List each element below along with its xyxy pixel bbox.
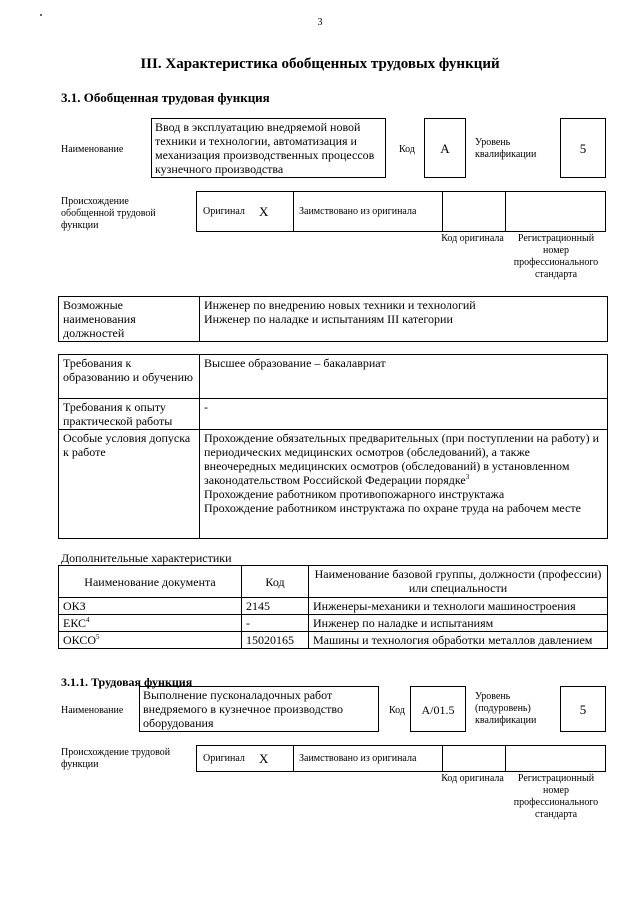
conditions-cell: [200, 430, 608, 539]
gtf-level-value: 5: [579, 141, 587, 156]
row-code: 2145: [242, 598, 309, 615]
row-name: Инженеры-механики и технологи машиностроения: [309, 598, 608, 615]
conditions-value-2: Прохождение работником противопожарного инструктажа: [204, 487, 505, 501]
tf-name-box: [139, 686, 379, 732]
gtf-level-label: Уровень квалификации: [475, 137, 537, 160]
tf-title: 3.1.1. Трудовая функция: [61, 675, 193, 689]
gtf-level-box: [560, 118, 606, 178]
conditions-value-3: Прохождение работником инструктажа по охране труда на рабочем месте: [204, 501, 581, 515]
table-row: [59, 598, 608, 615]
header-code: Код: [242, 566, 309, 598]
positions-value: Инженер по внедрению новых техники и технологий Инженер по наладке и испытаниям III категории: [200, 297, 608, 342]
table-row: [59, 632, 608, 649]
row-name: Инженер по наладке и испытаниям: [309, 615, 608, 632]
education-label: Требования к образованию и обучению: [59, 355, 200, 399]
tf-level-box: [560, 686, 606, 732]
row-name: Машины и технология обработки металлов давлением: [309, 632, 608, 649]
table-row: [59, 615, 608, 632]
header-name: Наименование базовой группы, должности (профессии) или специальности: [309, 566, 608, 598]
gtf-reg-number-label: Регистрационный номер профессионального стандарта: [513, 233, 599, 280]
gtf-orig-code-label: Код оригинала: [441, 233, 504, 244]
gtf-name-value: Ввод в эксплуатацию внедряемой новой техники и технологии, автоматизация и механизация производственных процессов кузнечного производства: [155, 120, 375, 176]
gtf-code-value: А: [440, 141, 450, 156]
additional-table: [58, 565, 608, 649]
gtf-original-mark: X: [259, 204, 269, 219]
row-doc: ЕКС$^4$: [59, 615, 242, 632]
gtf-name-label: Наименование: [61, 144, 124, 155]
additional-title: Дополнительные характеристики: [61, 551, 232, 565]
row-code: -: [242, 615, 309, 632]
tf-code-label: Код: [389, 705, 405, 716]
tf-original-mark: X: [259, 751, 269, 766]
tf-original-label: Оригинал: [203, 753, 245, 764]
subsection-title: 3.1. Обобщенная трудовая функция: [61, 90, 270, 105]
gtf-name-box: [151, 118, 386, 178]
section-title: III. Характеристика обобщенных трудовых функций: [140, 56, 500, 72]
tf-reg-number-label: Регистрационный номер профессионального стандарта: [513, 773, 599, 820]
experience-label: Требования к опыту практической работы: [59, 399, 200, 430]
scan-speck: [40, 14, 42, 16]
tf-level-value: 5: [579, 702, 587, 717]
tf-level-label: Уровень (подуровень) квалификации: [475, 691, 537, 726]
row-code: 15020165: [242, 632, 309, 649]
gtf-code-label: Код: [399, 144, 415, 155]
tf-orig-code-label: Код оригинала: [441, 773, 504, 784]
requirements-table: [58, 354, 608, 539]
row-doc: ОКСО$^5$: [59, 632, 242, 649]
tf-borrowed-label: Заимствовано из оригинала: [299, 753, 417, 764]
tf-origin-box: [196, 745, 606, 772]
experience-value: -: [200, 399, 608, 430]
tf-origin-label: Происхождение трудовой функции: [61, 747, 171, 770]
row-doc: ОКЗ: [59, 598, 242, 615]
conditions-value-1: Прохождение обязательных предварительных (при поступлении на работу) и периодических медицинских осмотров (обследований), а также внеочередных медицинских осмотров (обследований) в установленном законодательством Российской Федерации порядке: [204, 431, 600, 487]
education-value: Высшее образование – бакалавриат: [200, 355, 608, 399]
tf-name-label: Наименование: [61, 705, 124, 716]
gtf-borrowed-label: Заимствовано из оригинала: [299, 206, 417, 217]
tf-code-box: [410, 686, 466, 732]
gtf-origin-box: [196, 191, 606, 232]
positions-label: Возможные наименования должностей: [59, 297, 200, 342]
gtf-original-label: Оригинал: [203, 206, 245, 217]
positions-table: [58, 296, 608, 342]
gtf-origin-label: Происхождение обобщенной трудовой функции: [61, 196, 156, 231]
page-number: 3: [317, 17, 323, 28]
header-doc: Наименование документа: [59, 566, 242, 598]
gtf-code-box: [424, 118, 466, 178]
conditions-footnote: 3: [465, 473, 470, 481]
conditions-label: Особые условия допуска к работе: [59, 430, 200, 539]
tf-code-value: А/01.5: [421, 703, 455, 717]
tf-name-value: Выполнение пусконаладочных работ внедряемого в кузнечное производство оборудования: [143, 688, 343, 730]
